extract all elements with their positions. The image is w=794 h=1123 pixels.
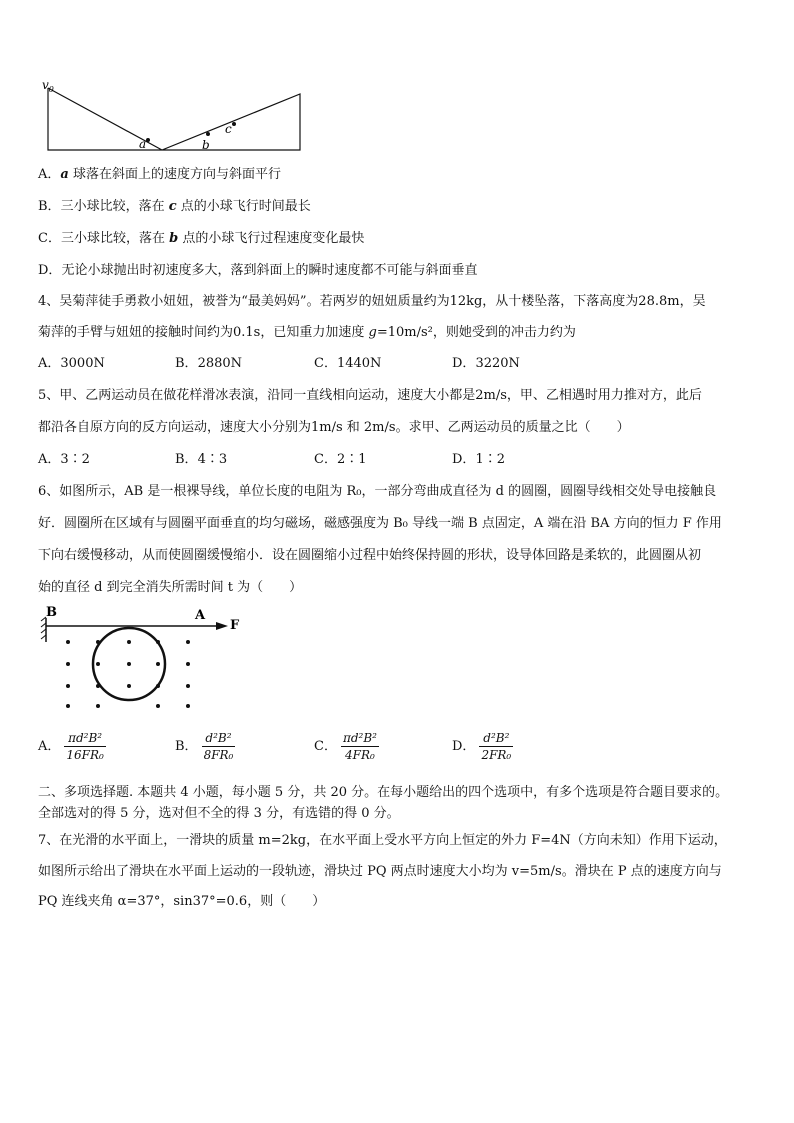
q3-option-d: D．无论小球抛出时初速度多大，落到斜面上的瞬时速度都不可能与斜面垂直 <box>38 263 478 278</box>
q5-option-b: B．4∶3 <box>175 452 228 467</box>
label-a-end: A <box>195 608 206 623</box>
label-b: b <box>202 138 210 152</box>
section2-heading-line1: 二、多项选择题. 本题共 4 小题，每小题 5 分，共 20 分。在每小题给出的四个选项中，有多个选项是符合题目要求的。 <box>38 785 729 800</box>
q5-text-line2: 都沿各自原方向的反方向运动，速度大小分别为1m/s 和 2m/s。求甲、乙两运动员的质量之比（ ） <box>38 420 630 435</box>
q6-option-a: A． $\frac{\text{πd²B²}}{\text{16FR₀}}$ <box>38 731 104 762</box>
q6-option-c: C． $\frac{\text{πd²B²}}{\text{4FR₀}}$ <box>314 731 377 762</box>
q5-option-a: A．3∶2 <box>38 452 90 467</box>
incline-figure <box>38 78 308 154</box>
label-b-end: B <box>46 605 57 620</box>
q6-text-line3: 下向右缓慢移动，从而使圆圈缓慢缩小．设在圆圈缩小过程中始终保持圆的形状，设导体回路是柔软的，此圆圈从初 <box>38 548 702 563</box>
q7-text-line1: 7、在光滑的水平面上，一滑块的质量 m=2kg，在水平面上受水平方向上恒定的外力 F=4N（方向未知）作用下运动， <box>38 833 727 848</box>
q4-text-line2: 菊萍的手臂与妞妞的接触时间约为0.1s，已知重力加速度 g=10m/s²，则她受到的冲击力约为 <box>38 325 576 340</box>
q4-option-d: D．3220N <box>452 356 520 371</box>
q5-text-line1: 5、甲、乙两运动员在做花样滑冰表演，沿同一直线相向运动，速度大小都是2m/s，甲、乙相遇时用力推对方，此后 <box>38 388 702 403</box>
q4-option-a: A．3000N <box>38 356 105 371</box>
q6-text-line2: 好．圆圈所在区域有与圆圈平面垂直的均匀磁场，磁感强度为 B₀ 导线一端 B 点固定，A 端在沿 BA 方向的恒力 F 作用 <box>38 516 722 531</box>
label-a: a <box>139 137 147 151</box>
label-c: c <box>225 122 232 136</box>
q5-option-c: C．2∶1 <box>314 452 367 467</box>
q6-text-line1: 6、如图所示，AB 是一根裸导线，单位长度的电阻为 R₀，一部分弯曲成直径为 d 的圆圈，圆圈导线相交处导电接触良 <box>38 484 717 499</box>
q6-option-d: D． $\frac{\text{d²B²}}{\text{2FR₀}}$ <box>452 731 512 762</box>
q4-option-b: B．2880N <box>175 356 243 371</box>
magnetic-loop-figure <box>38 602 248 724</box>
q5-option-d: D．1∶2 <box>452 452 505 467</box>
point-c <box>232 122 236 126</box>
q7-text-line3: PQ 连线夹角 α=37°，sin37°=0.6，则（ ） <box>38 894 326 909</box>
label-force: F <box>230 618 240 633</box>
point-b <box>206 132 210 136</box>
section2-heading-line2: 全部选对的得 5 分，选对但不全的得 3 分，有选错的得 0 分。 <box>38 806 400 821</box>
q3-option-a: A．a 球落在斜面上的速度方向与斜面平行 <box>38 167 281 182</box>
q6-text-line4: 始的直径 d 到完全消失所需时间 t 为（ ） <box>38 580 303 595</box>
point-a <box>146 138 150 142</box>
q3-option-c: C．三小球比较，落在 b 点的小球飞行过程速度变化最快 <box>38 231 365 246</box>
q6-option-b: B． $\frac{\text{d²B²}}{\text{8FR₀}}$ <box>175 731 234 762</box>
q3-option-b: B．三小球比较，落在 c 点的小球飞行时间最长 <box>38 199 311 214</box>
v0-label: $v_0$ <box>42 78 54 94</box>
q4-text-line1: 4、吴菊萍徒手勇救小妞妞，被誉为“最美妈妈”。若两岁的妞妞质量约为12kg，从十楼坠落，下落高度为28.8m，吴 <box>38 294 706 309</box>
q7-text-line2: 如图所示给出了滑块在水平面上运动的一段轨迹，滑块过 PQ 两点时速度大小均为 v=5m/s。滑块在 P 点的速度方向与 <box>38 864 722 879</box>
q4-option-c: C．1440N <box>314 356 382 371</box>
field-dots <box>66 640 190 708</box>
